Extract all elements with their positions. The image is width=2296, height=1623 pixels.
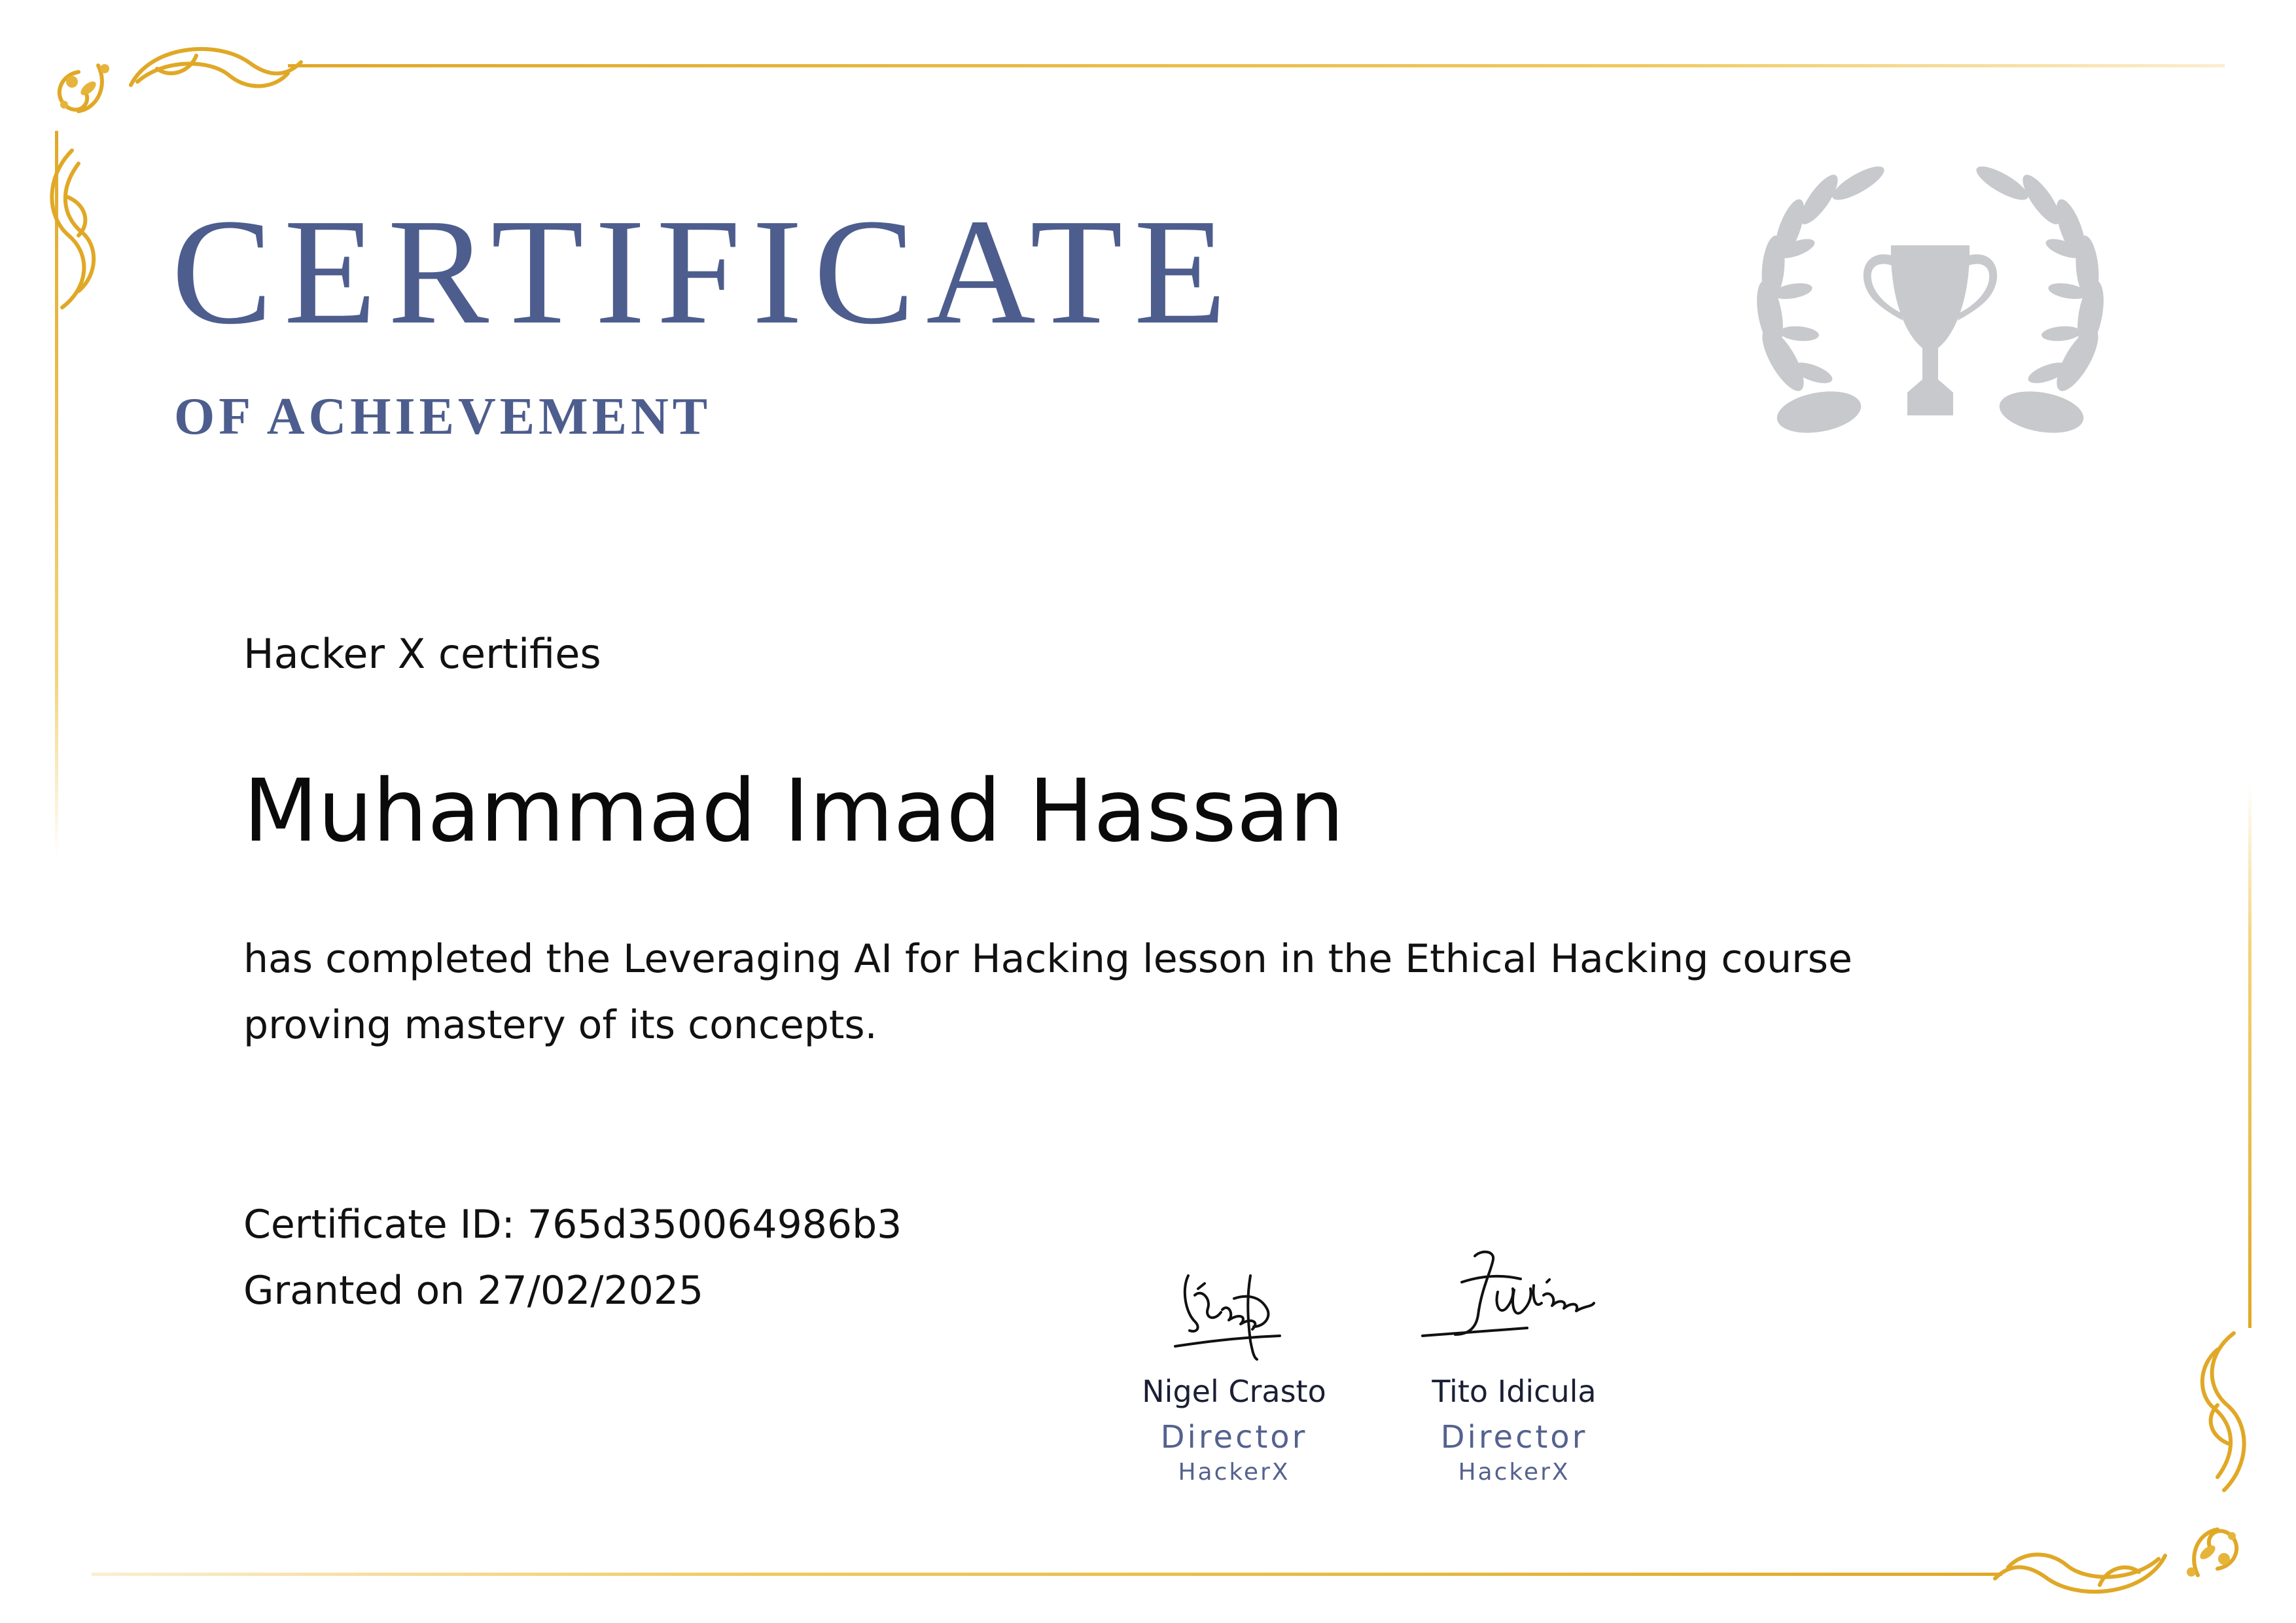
signatory-name: Nigel Crasto	[1142, 1374, 1326, 1409]
signatory-organization: HackerX	[1178, 1459, 1290, 1486]
signatory-block-2	[1370, 1243, 1658, 1486]
achievement-description: has completed the Leveraging AI for Hacking lesson in the Ethical Hacking course proving mastery of its concepts.	[243, 936, 1852, 1048]
signatory-role: Director	[1440, 1419, 1588, 1456]
recipient-name: Muhammad Imad Hassan	[243, 761, 1345, 862]
granted-date: Granted on 27/02/2025	[243, 1268, 704, 1314]
trophy-laurel-icon	[1727, 157, 2133, 497]
issuer-line: Hacker X certifies	[243, 630, 601, 678]
certificate-title: CERTIFICATE	[171, 188, 1238, 356]
signature-1	[1149, 1249, 1319, 1361]
certificate-id: Certificate ID: 765d350064986b3	[243, 1202, 902, 1248]
signatory-name: Tito Idicula	[1432, 1374, 1597, 1409]
signature-2	[1416, 1243, 1612, 1361]
signatory-block-1	[1090, 1249, 1378, 1486]
signatory-role: Director	[1160, 1419, 1308, 1456]
certificate-subtitle: OF ACHIEVEMENT	[174, 388, 712, 445]
signatory-organization: HackerX	[1458, 1459, 1570, 1486]
